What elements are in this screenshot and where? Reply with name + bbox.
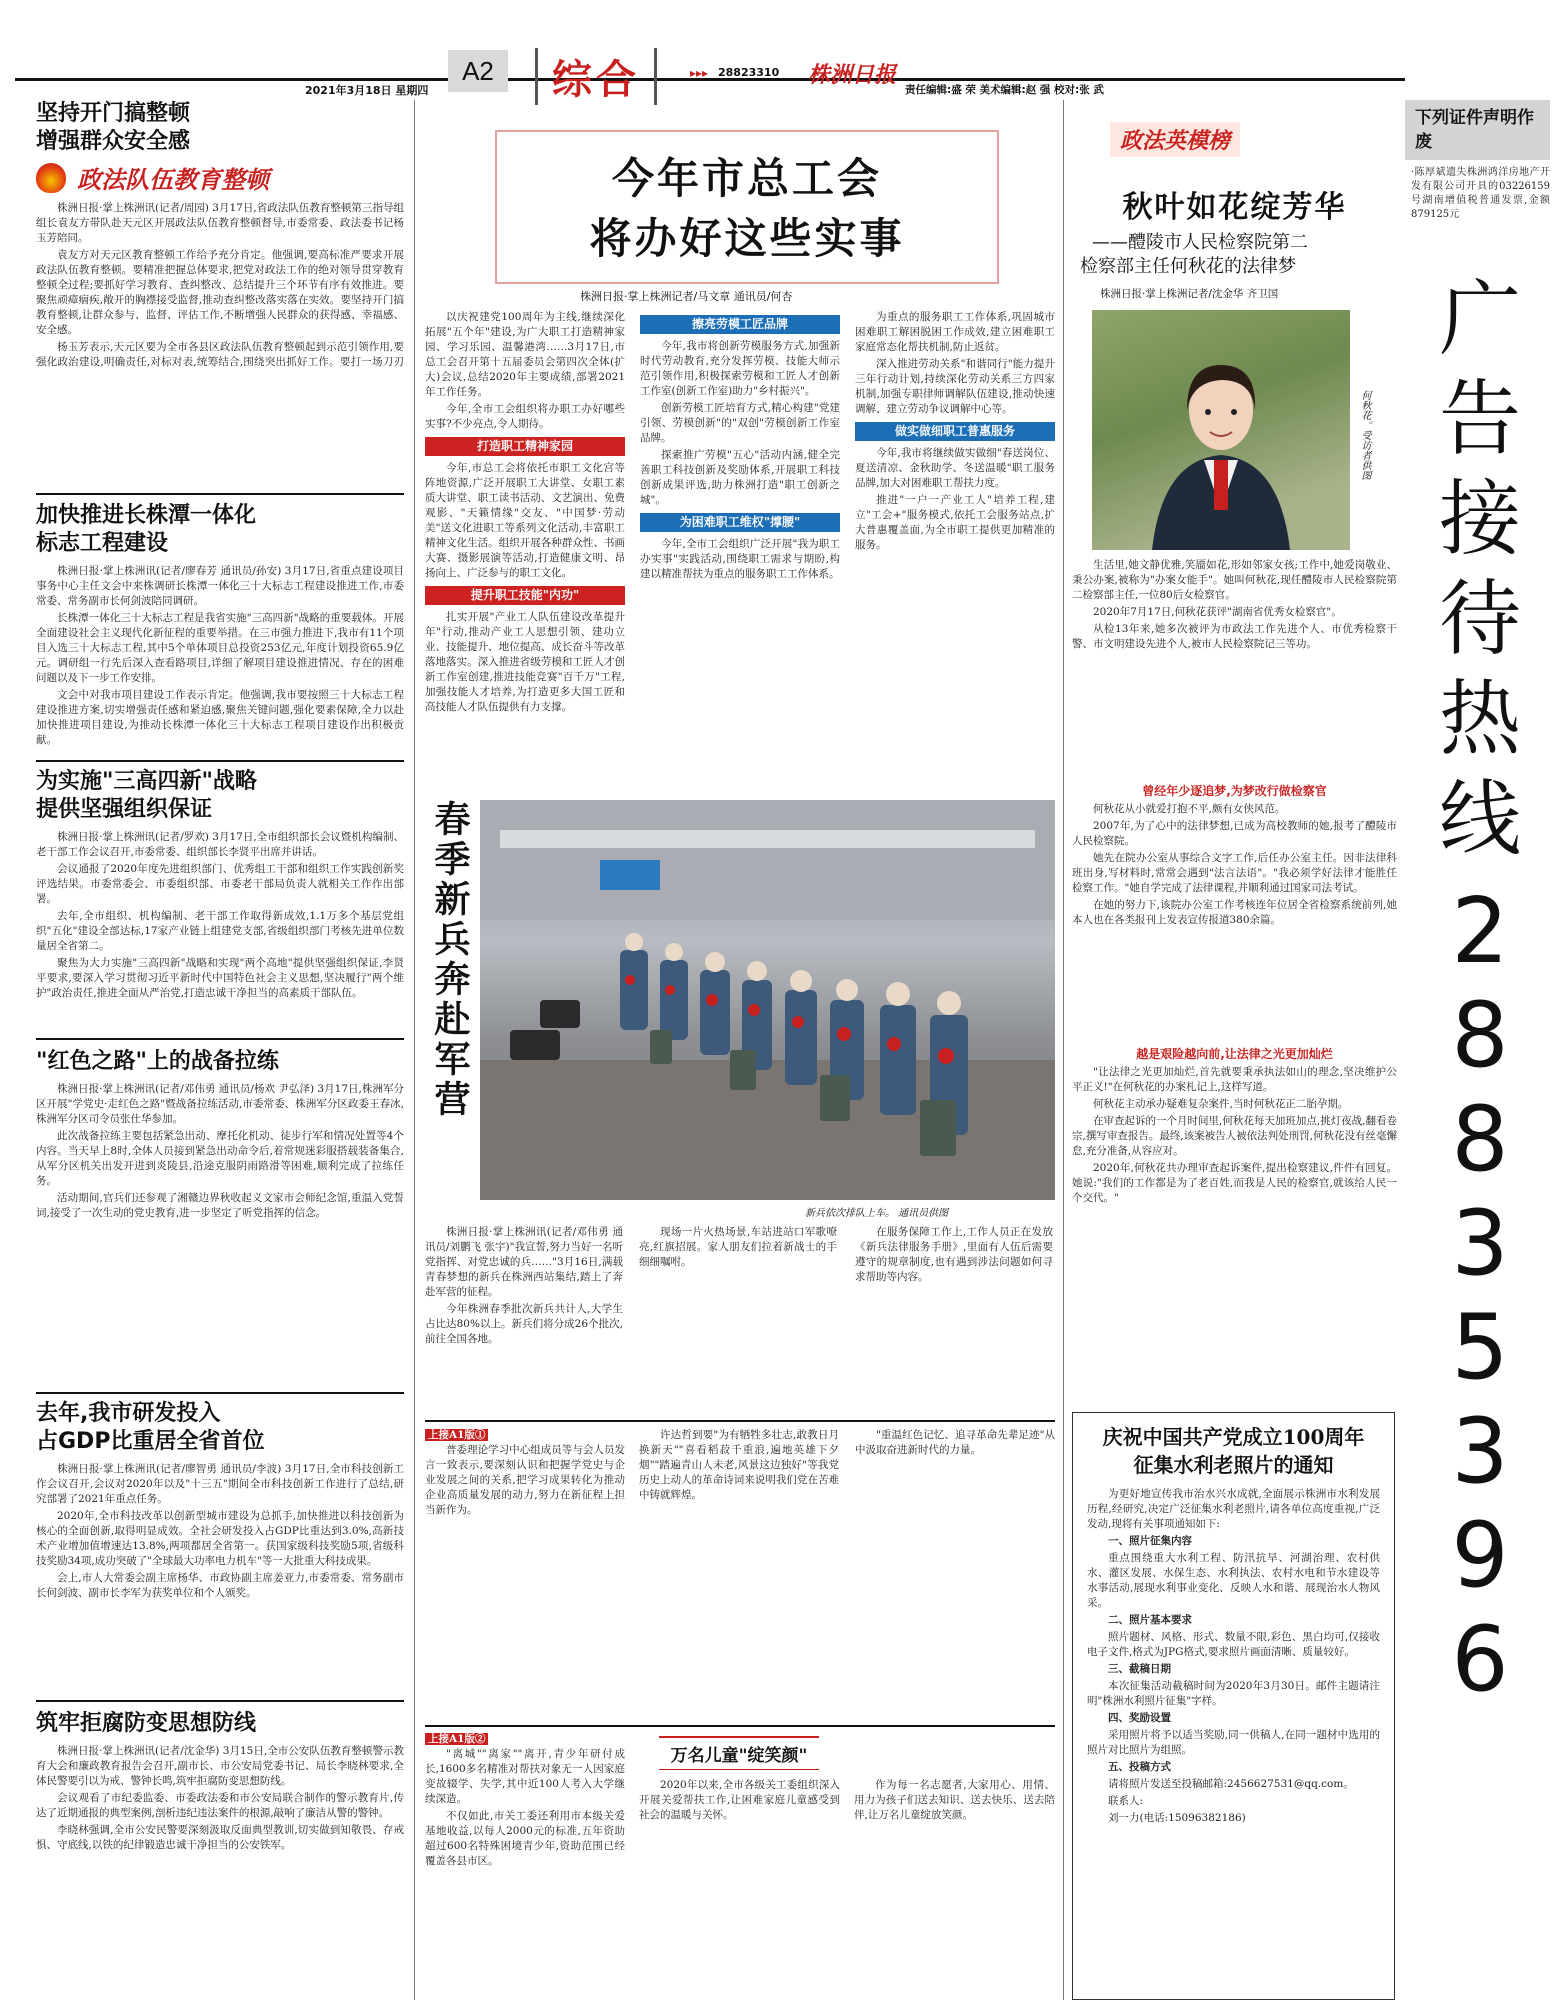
notice-body: 为更好地宣传我市治水兴水成就,全面展示株洲市水利发展历程,经研究,决定广泛征集水利老照片,请各单位高度重视,广泛发动,现将有关事项通知如下: 一、照片征集内容 重点围绕重大水利工程、防汛抗旱、河湖治理、农村供水、灌区发展、水保生态、水利执法、农村水电和节水建设等水事活动,展现水利事业变化、反映人水和谐、展现治水人物风采。 二、照片基本要求 照片题材、风格、形式、数量不限,彩色、黑白均可,仅接收电子文件,格式为JPG格式,要求照片画面清晰、质量较好。 三、截稿日期 本次征集活动截稿时间为2020年3月30日。邮件主题请注明"株洲水利照片征集"字样。 四、奖励设置 采用照片将予以适当奖励,同一供稿人,在同一题材中选用的照片对比照片为组照。 五、投稿方式 请将照片发送至投稿邮箱:2456627531@qq.com。 联系人: 刘一力(电话:15096382186) xyxy=(1087,1488,1380,1824)
continuation-label: 上接A1版① xyxy=(425,1429,488,1441)
ad-digit: 8 xyxy=(1451,983,1509,1088)
article-title: 提供坚强组织保证 xyxy=(36,797,213,822)
recruits-col-1: 株洲日报·掌上株洲讯(记者/邓伟勇 通讯员/刘鹏飞 张宇)"我宣誓,努力当好一名听党指挥、对党忠诚的兵……"3月16日,满载青春梦想的新兵在株洲西站集结,踏上了奔赴军营的征程。 今年株洲春季批次新兵共计人,大学生占比达80%以上。新兵们将分成26个批次,前往全国各地。 xyxy=(425,1226,623,1345)
recruits-col-3: 在服务保障工作上,工作人员正在发放《新兵法律服务手册》,里面有人伍后需要遵守的规章制度,也有遇到涉法问题如何寻求帮助等内容。 xyxy=(855,1226,1053,1283)
ad-phone-digits xyxy=(1405,880,1555,1712)
article-anti-corruption xyxy=(36,1710,404,1994)
article-byline: 株洲日报·掌上株洲记者/马文章 通讯员/何杏 xyxy=(580,290,793,303)
ad-digit: 5 xyxy=(1451,1295,1509,1400)
article-red-road xyxy=(36,1048,404,1287)
notice-title: 庆祝中国共产党成立100周年 xyxy=(1102,1425,1365,1449)
box-body: 2020年以来,全市各级关工委组织深入开展关爱帮扶工作,让困难家庭儿童感受到社会的温暖与关怀。 作为每一名志愿者,大家用心、用情、用力为孩子们送去知识、送去快乐、送去陪伴,让万名儿童绽放笑颜。 xyxy=(639,1779,1055,1821)
article-title: 占GDP比重居全省首位 xyxy=(36,1429,265,1454)
continuation-2 xyxy=(425,1732,1055,2002)
trade-union-col-2: 擦亮劳模工匠品牌 今年,我市将创新劳模服务方式,加强新时代劳动教育,充分发挥劳模、技能大师示范引领作用,积极探索劳模和工匠人才创新工作室(创新工作室)助力"乡村振兴"。 创新劳模工匠培育方式,精心构建"党建引领、劳模创新"的"双创"劳模创新工作室品牌。 探索推广劳模"五心"活动内涵,健全完善职工科技创新及奖励体系,开展职工科技创新成果评选,助力株洲打造"职工创新之城"。 为困难职工维权"撑腰" 今年,全市工会组织广泛开展"我为职工办实事"实践活动,围绕职工需求与期盼,构建以精准帮扶为重点的服务职工工作体系。 xyxy=(640,317,840,580)
article-body: 株洲日报·掌上株洲讯(记者/廖春芳 通讯员/孙安) 3月17日,省重点建设项目事务中心主任文会中来株调研长株潭一体化三十大标志工程建设推进工作,市委常委、常务副市长何剑波陪同调研。 长株潭一体化三十大标志工程是我省实施"三高四新"战略的重要载体。开展全面建设社会主义现代化新征程的重要举措。在三市强力推进下,我市有11个项目入选三十大标志工程,其中5个单体项目总投资253亿元,年度计划投资65.9亿元。调研组一行先后深入查看路项目,详细了解项目建设推进情况、存在的困难问题以及下一步工作安排。 文会中对我市项目建设工作表示肯定。他强调,我市要按照三十大标志工程建设推进方案,切实增强责任感和紧迫感,聚焦关键问题,强化要素保障,全力以赴加快推进项目建设,为推动长株潭一体化三十大标志工程项目建设作出积极贡献。 xyxy=(36,565,404,746)
cont2-col-1: 上接A1版② "离城""离家""离开,青少年研付成长,1600多名精准对帮扶对象无一人因家庭变故辍学、失学,其中近100人考入大学继续深造。 不仅如此,市关工委还利用市本级关爱基地收益,以每人2000元的标准,五年资助超过600名特殊困境青少年,资助范围已经覆盖各县市区。 xyxy=(425,1733,625,1867)
trade-union-col-3: 为重点的服务职工工作体系,巩固城市困难职工解困脱困工作成效,建立困难职工家庭常态化帮扶机制,防止返贫。 深入推进劳动关系"和谐同行"能力提升三年行动计划,持续深化劳动关系三方四家机制,加强专职律师调解队伍建设,推动快速调解、建立劳动争议调解中心等。 做实做细职工普惠服务 今年,我市将继续做实做细"春送岗位、夏送清凉、金秋助学、冬送温暖"职工服务品牌,加大对困难职工帮扶力度。 推进"一户一产业工人"培养工程,建立"工会+"服务模式,依托工会服务站点,扩大普惠覆盖面,为全市职工提供更加精准的服务。 xyxy=(855,311,1055,551)
article-title: 将办好这些实事 xyxy=(589,214,905,263)
article-body: 株洲日报·掌上株洲讯(记者/罗欢) 3月17日,全市组织部长会议暨机构编制、老干部工作会议召开,市委常委、组织部长李贤平出席并讲话。 会议通报了2020年度先进组织部门、优秀组工干部和组织工作实践创新奖评选结果。市委常委会、市委组织部、市委老干部局负责人就相关工作作出部署。 去年,全市组织、机构编制、老干部工作取得新成效,1.1万多个基层党组织"五化"建设全部达标,17家产业链上组建党支部,省级组织部门考核先进单位数量居全省第二。 聚焦为大力实施"三高四新"战略和实现"两个高地"提供坚强组织保证,李贤平要求,要深入学习贯彻习近平新时代中国特色社会主义思想,坚决履行"两个维护"政治责任,推进全面从严治党,打造忠诚干净担当的高素质干部队伍。 xyxy=(36,831,404,999)
ad-char: 接 xyxy=(1438,472,1521,567)
portrait-photo xyxy=(1092,310,1350,550)
subhead: 为困难职工维权"撑腰" xyxy=(640,513,840,532)
profile-body-3: "让法律之光更加灿烂,首先就要秉承执法如山的理念,坚决维护公平正义!"在何秋花的办案札记上,这样写道。 何秋花主动承办疑难复杂案件,当时何秋花正二胎孕期。 在审查起诉的一个月时间里,何秋花每天加班加点,挑灯夜战,翻看卷宗,撰写审查报告。最终,该案被告人被依法判处刑罚,何秋花没有丝毫懈怠,充分准备,从容应对。 2020年,何秋花共办理审查起诉案件,提出检察建议,件件有回复。她说:"我们的工作都是为了老百姓,而我是人民的检察官,就该给人民一个交代。" xyxy=(1072,1066,1397,1204)
trade-union-col-1: 以庆祝建党100周年为主线,继续深化拓展"五个年"建设,为广大职工打造精神家园、学习乐园、温馨港湾……3月17日,市总工会召开第十五届委员会第四次全体(扩大)会议,总结2020年主要成绩,部署2021年工作任务。 今年,全市工会组织将办职工办好哪些实事?不少亮点,令人期待。 打造职工精神家园 今年,市总工会将依托市职工文化宫等阵地资源,广泛开展职工大讲堂、女职工素质大讲堂、职工读书活动、文艺演出、免费观影、"天籁情缘"交友、"中国梦·劳动美"送文化进职工等系列文化活动,丰富职工精神文化生活。组织开展各种群众性、书画大赛、摄影展演等活动,打造健康文明、昂扬向上、广泛参与的职工文化。 提升职工技能"内功" 扎实开展"产业工人队伍建设改革提升年"行动,推动产业工人思想引领、建功立业、技能提升、地位提高、成长奋斗等改革落地落实。深入推进省级劳模和工匠人才创新工作室创建,推进技能竞赛"百千万"工程,加强技能人才培养,为打造更多大国工匠和高技能人才队伍提供有力支撑。 xyxy=(425,311,625,713)
subhead: 擦亮劳模工匠品牌 xyxy=(640,315,840,334)
ad-digit: 3 xyxy=(1451,1399,1509,1504)
subhead: 打造职工精神家园 xyxy=(425,437,625,456)
article-title: "红色之路"上的战备拉练 xyxy=(36,1049,279,1074)
article-title: 为实施"三高四新"战略 xyxy=(36,769,257,794)
photo-illustration xyxy=(480,800,1055,1200)
left-column xyxy=(36,100,404,2000)
trade-union-title-box xyxy=(495,130,999,284)
article-body: 株洲日报·掌上株洲讯(记者/廖智勇 通讯员/李波) 3月17日,全市科技创新工作会议召开,会议对2020年以及"十三五"期间全市科技创新工作进行了总结,研究部署了2021年重点任务。 2020年,全市科技改革以创新型城市建设为总抓手,加快推进以科技创新为核心的全面创新,取得明显成效。全社会研发投入占GDP比重达到3.0%,高新技术产业增加值增速达13.8%,两项都居全省第一。获国家级科技奖励5项,省级科技奖励34项,成功突破了"全球最大功率电力机车"等一大批重大科技成果。 会上,市人大常委会副主席杨华、市政协副主席姜亚力,市委常委、常务副市长何剑波、副市长李军为获奖单位和个人颁奖。 xyxy=(36,1463,404,1599)
ad-digit: 3 xyxy=(1451,1191,1509,1296)
portrait-caption: 何秋花。受访者供图 xyxy=(1359,390,1370,480)
trade-union-article xyxy=(425,100,1055,790)
profile-subhead: 曾经年少逐追梦,为梦改行做检察官 xyxy=(1142,784,1327,798)
cont1-col-2: 许达哲到要"为有牺牲多壮志,敢教日月换新天""喜看稻菽千重浪,遍地英雄下夕烟""踏遍青山人未老,风景这边独好"等我党历史上动人的革命诗词来说明我们党在苦难中铸就辉煌。 xyxy=(639,1429,839,1501)
political-education-logo xyxy=(36,160,404,195)
water-photo-notice xyxy=(1072,1412,1395,2000)
ad-char: 待 xyxy=(1438,572,1521,667)
article-title: 今年市总工会 xyxy=(611,154,882,203)
ad-digit: 6 xyxy=(1451,1607,1509,1712)
subhead: 提升职工技能"内功" xyxy=(425,586,625,605)
article-title: 坚持开门搞整顿 xyxy=(36,101,191,126)
box-title: 万名儿童"绽笑颜" xyxy=(659,1736,819,1770)
children-box xyxy=(639,1732,1055,2002)
ad-char: 线 xyxy=(1438,772,1521,867)
logo-text: 政法队伍教育整顿 xyxy=(77,166,270,194)
masthead-date: 2021年3月18日 星期四 xyxy=(305,84,429,97)
article-rectification xyxy=(36,100,404,397)
article-body: 株洲日报·掌上株洲讯(记者/沈金华) 3月15日,全市公安队伍教育整顿警示教育大会和廉政教育报告会召开,副市长、市公安局党委书记、局长李晓林要求,全体民警要引以为戒、警钟长鸣,筑牢拒腐防变思想防线。 会议观看了市纪委监委、市委政法委和市公安局联合制作的警示教育片,传达了近期通报的典型案例,剖析违纪违法案件的根源,敲响了廉洁从警的警钟。 李晓林强调,全市公安民警要深刻汲取反面典型教训,切实做到知敬畏、存戒惧、守底线,以铁的纪律锻造忠诚干净担当的公安铁军。 xyxy=(36,1745,404,1851)
ad-digit: 8 xyxy=(1451,1087,1509,1192)
article-title: 筑牢拒腐防变思想防线 xyxy=(36,1711,257,1736)
flame-logo-icon xyxy=(36,163,66,193)
ad-digit: 2 xyxy=(1451,879,1509,984)
profile-title: 秋叶如花绽芳华 xyxy=(1122,190,1347,225)
article-title: 增强群众安全感 xyxy=(36,129,191,154)
profile-body-2: 何秋花从小就爱打抱不平,颇有女侠风范。 2007年,为了心中的法律梦想,已成为高校教师的她,报考了醴陵市人民检察院。 她先在院办公室从事综合文字工作,后任办公室主任。因非法律科班出身,写材料时,常常会遇到"法言法语"。"我必须学好法律才能胜任检察工作。"她自学完成了法律课程,并顺利通过国家司法考试。 在她的努力下,该院办公室工作考核连年位居全省检察系统前列,她本人也在各类报刊上发表宣传报道380余篇。 xyxy=(1072,803,1397,926)
article-rd-investment xyxy=(36,1400,404,1702)
ad-text-chars xyxy=(1405,270,1555,870)
masthead xyxy=(0,0,1560,103)
hotline-arrow-icon: ▸▸▸ xyxy=(690,66,709,80)
profile-byline: 株洲日报·掌上株洲记者/沈金华 齐卫国 xyxy=(1100,288,1279,300)
notice-title: 征集水利老照片的通知 xyxy=(1133,1453,1334,1477)
subhead: 做实做细职工普惠服务 xyxy=(855,422,1055,441)
recruits-photo xyxy=(480,800,1055,1200)
article-integration xyxy=(36,502,404,774)
article-title: 标志工程建设 xyxy=(36,531,169,556)
cont1-col-3: "重温红色记忆、追寻革命先辈足迹"从中汲取奋进新时代的力量。 xyxy=(855,1429,1055,1456)
vertical-title: 春季新兵奔赴军营 xyxy=(429,800,470,1120)
section-name: 综合 xyxy=(535,48,657,105)
ad-digit: 9 xyxy=(1451,1503,1509,1608)
continuation-1 xyxy=(425,1428,1055,1718)
ad-hotline xyxy=(1405,270,1555,2010)
article-title: 加快推进长株潭一体化 xyxy=(36,503,257,528)
article-title: 去年,我市研发投入 xyxy=(36,1401,221,1426)
article-body: 株洲日报·掌上株洲讯(记者/周园) 3月17日,省政法队伍教育整顿第三指导组组长袁友方带队赴天元区开展政法队伍教育整顿督导,市委常委、政法委书记杨玉芳陪同。 袁友方对天元区教育整顿工作给予充分肯定。他强调,要高标准严要求开展政法队伍教育整顿。要精准把握总体要求,把党对政法工作的绝对领导贯穿教育整顿全过程;要抓好学习教育、查纠整改、总结提升三个环节有序有效推进。要聚焦顽瘴痼疾,敞开的胸襟接受监督,推动查纠整改落实落在实效。要坚持开门搞教育整顿,让群众参与、监督、评估工作,不断增强人民群众的获得感、幸福感、安全感。 杨玉芳表示,天元区要为全市各县区政法队伍教育整顿起到示范引领作用,要强化政治建设,明确责任,对标对表,统筹结合,围绕突出抓好工作。要打一场刀刃 xyxy=(36,202,404,368)
ad-char: 热 xyxy=(1438,672,1521,767)
paper-logo: 株洲日报 xyxy=(808,62,897,88)
ad-char: 广 xyxy=(1438,272,1521,367)
profile-article xyxy=(1072,100,1397,1400)
column-logo: 政法英模榜 xyxy=(1110,122,1240,157)
editor-credits: 责任编辑:盛 荣 美术编辑:赵 强 校对:张 武 xyxy=(905,84,1104,96)
article-organization xyxy=(36,768,404,1055)
profile-subtitle: ——醴陵市人民检察院第二 xyxy=(1092,232,1308,253)
photo-caption: 新兵依次排队上车。 通讯员供图 xyxy=(805,1208,949,1219)
profile-subhead: 越是艰险越向前,让法律之光更加灿烂 xyxy=(1136,1047,1333,1061)
profile-body-1: 生活里,她文静优雅,笑靥如花,形如邻家女孩;工作中,她爱岗敬业、秉公办案,被称为"办案女能手"。她叫何秋花,现任醴陵市人民检察院第二检察部主任,一位80后女检察官。 2020年7月17日,何秋花获评"湖南省优秀女检察官"。 从检13年来,她多次被评为市政法工作先进个人、市优秀检察干警、市文明建设先进个人,被市人民检察院记三等功。 xyxy=(1072,559,1397,650)
ad-char: 告 xyxy=(1438,372,1521,467)
recruits-photo-story xyxy=(425,800,1055,1400)
void-notice xyxy=(1405,100,1550,222)
void-notice-title: 下列证件声明作废 xyxy=(1405,100,1550,160)
continuation-label: 上接A1版② xyxy=(425,1733,488,1745)
photo-story-title xyxy=(425,800,473,1130)
recruits-col-2: 现场一片火热场景,车站进站口军歌嘹亮,红旗招展。家人朋友们拉着新战士的手细细嘱咐。 xyxy=(639,1226,837,1268)
cont1-col-1: 上接A1版① 普委理论学习中心组成员等与会人员发言一致表示,要深刻认识和把握学党史与企业发展之间的关系,把学习成果转化为推动企业高质量发展的动力,努力在新征程上担当新作为。 xyxy=(425,1429,625,1516)
void-notice-text: ·陈厚斌遗失株洲鸿洋房地产开发有限公司开具的03226159号湖南增值税普通发票,金额879125元 xyxy=(1411,167,1550,220)
profile-subtitle: 检察部主任何秋花的法律梦 xyxy=(1080,256,1296,277)
hotline-number: 28823310 xyxy=(718,66,780,79)
article-body: 株洲日报·掌上株洲讯(记者/邓伟勇 通讯员/杨欢 尹弘泽) 3月17日,株洲军分区开展"学党史·走红色之路"暨战备拉练活动,市委常委、株洲军分区政委王春冰,株洲军分区司令员张仕华参加。 此次战备拉练主要包括紧急出动、摩托化机动、徒步行军和情况处置等4个内容。当天早上8时,全体人员接到紧急出动命令后,着常规迷彩服搭载装备集合,从军分区机关出发开进到炎陵县,沿途克服阴雨路滑等困难,顺利完成了拉练任务。 活动期间,官兵们还参观了湘赣边界秋收起义文家市会师纪念馆,重温入党誓词,接受了一次生动的党史教育,进一步坚定了听党指挥的信念。 xyxy=(36,1083,404,1219)
portrait-illustration xyxy=(1092,310,1350,550)
page-number: A2 xyxy=(448,50,508,92)
